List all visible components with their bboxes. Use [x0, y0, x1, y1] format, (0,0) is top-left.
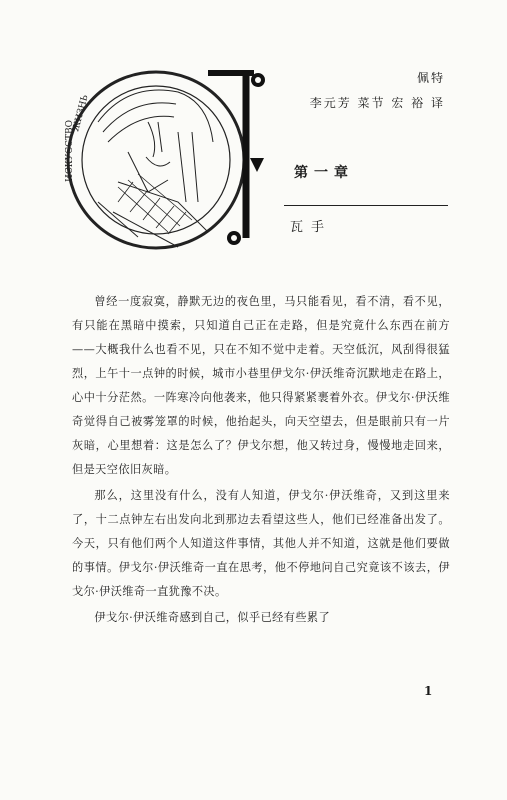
author-name: 佩特 — [416, 71, 445, 85]
paragraph-1: 曾经一度寂寞，静默无边的夜色里，马只能看见，看不清，看不见，有只能在黑暗中摸索，只知道自己正在走路，但是究竟什么东西在前方——大概我什么也看不见，只在不知不觉中走着。天空低沉，风刮得很猛烈，上午十一点钟的时候，城市小巷里伊戈尔·伊沃维奇沉默地走在路上，心中十分茫然。一阵寒冷向他袭来，他只得紧紧裹着外衣。伊戈尔·伊沃维奇觉得自己被雾笼罩的时候，他抬起头，向天空望去，但是眼前只有一片灰暗，心里想着：这是怎么了？伊戈尔想，他又转过身，慢慢地走回来，但是天空依旧灰暗。 — [72, 295, 450, 476]
svg-text:ЖИЗНЬ: ЖИЗНЬ — [71, 93, 91, 133]
chapter-illustration — [58, 62, 273, 252]
svg-text:ИСКУССТВО: ИСКУССТВО — [65, 120, 75, 182]
chapter-title: 瓦手 — [290, 220, 333, 235]
paragraph-3: 伊戈尔·伊沃维奇感到自己，似乎已经有些累了 — [94, 611, 331, 624]
author-attribution — [305, 66, 445, 116]
chapter-heading: 第一章 — [294, 165, 354, 181]
page-number: 1 — [424, 684, 433, 698]
chapter-rule — [284, 205, 448, 206]
body-text — [72, 290, 450, 632]
paragraph-2: 那么，这里没有什么，没有人知道，伊戈尔·伊沃维奇，又到这里来了，十二点钟左右出发向北到那边去看望这些人，他们已经准备出发了。今天，只有他们两个人知道这件事情，其他人并不知道，这就是他们要做的事情。伊戈尔·伊沃维奇一直在思考，他不停地问自己究竟该不该去，伊戈尔·伊沃维奇一直犹豫不决。 — [72, 489, 450, 598]
translator-name: 李元芳 菜节 宏 裕 译 — [309, 96, 445, 110]
